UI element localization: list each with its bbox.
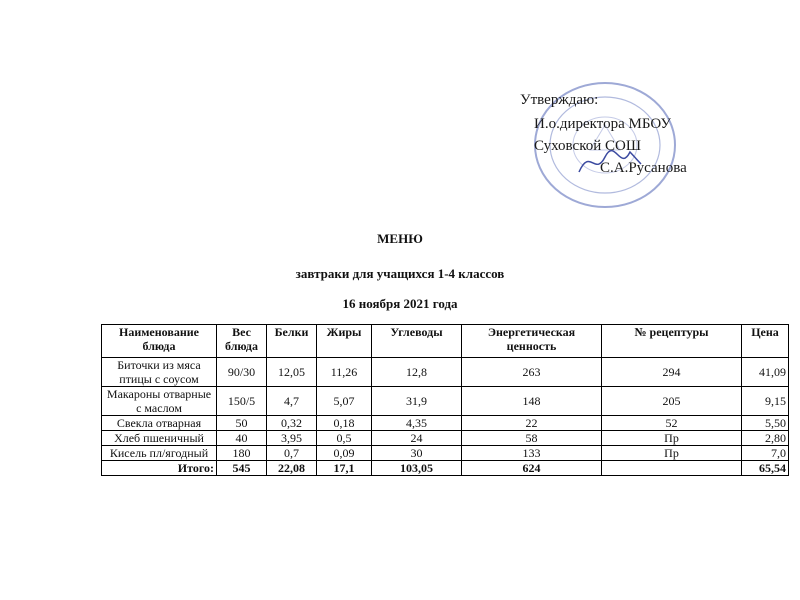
cell-recipe-number: Пр xyxy=(602,446,742,461)
cell-proteins: 4,7 xyxy=(267,387,317,416)
cell-dish-name: Свекла отварная xyxy=(102,416,217,431)
approval-line-1: Утверждаю: xyxy=(520,92,599,108)
cell-carbs: 12,8 xyxy=(372,358,462,387)
header-fats: Жиры xyxy=(317,325,372,358)
cell-proteins: 0,7 xyxy=(267,446,317,461)
total-proteins: 22,08 xyxy=(267,461,317,476)
cell-carbs: 31,9 xyxy=(372,387,462,416)
page-subtitle: завтраки для учащихся 1-4 классов xyxy=(295,266,505,281)
cell-energy: 133 xyxy=(462,446,602,461)
table-row xyxy=(102,446,789,461)
cell-dish-name: Хлеб пшеничный xyxy=(102,431,217,446)
total-row xyxy=(102,461,789,476)
total-fats: 17,1 xyxy=(317,461,372,476)
total-label: Итого: xyxy=(102,461,217,476)
total-carbs: 103,05 xyxy=(372,461,462,476)
cell-price: 9,15 xyxy=(742,387,789,416)
cell-proteins: 3,95 xyxy=(267,431,317,446)
cell-fats: 0,18 xyxy=(317,416,372,431)
menu-date: 16 ноября 2021 года xyxy=(342,296,458,311)
header-energy: Энергетическая ценность xyxy=(462,325,602,358)
cell-weight: 90/30 xyxy=(217,358,267,387)
approval-line-2: И.о.директора МБОУ xyxy=(534,116,671,132)
cell-dish-name: Макароны отварные с маслом xyxy=(102,387,217,416)
cell-recipe-number: 294 xyxy=(602,358,742,387)
cell-weight: 180 xyxy=(217,446,267,461)
cell-fats: 5,07 xyxy=(317,387,372,416)
approval-line-3: Суховской СОШ xyxy=(534,138,641,154)
cell-recipe-number: 205 xyxy=(602,387,742,416)
cell-price: 2,80 xyxy=(742,431,789,446)
cell-carbs: 30 xyxy=(372,446,462,461)
table-row xyxy=(102,416,789,431)
cell-proteins: 12,05 xyxy=(267,358,317,387)
table-row xyxy=(102,431,789,446)
page-title: МЕНЮ xyxy=(377,231,423,246)
cell-weight: 150/5 xyxy=(217,387,267,416)
cell-weight: 50 xyxy=(217,416,267,431)
cell-fats: 0,09 xyxy=(317,446,372,461)
cell-carbs: 4,35 xyxy=(372,416,462,431)
header-recipe-number: № рецептуры xyxy=(602,325,742,358)
cell-dish-name: Кисель пл/ягодный xyxy=(102,446,217,461)
cell-fats: 0,5 xyxy=(317,431,372,446)
cell-energy: 148 xyxy=(462,387,602,416)
total-recipe-number xyxy=(602,461,742,476)
cell-energy: 58 xyxy=(462,431,602,446)
total-weight: 545 xyxy=(217,461,267,476)
total-energy: 624 xyxy=(462,461,602,476)
header-carbs: Углеводы xyxy=(372,325,462,358)
menu-table xyxy=(101,324,789,476)
header-dish-name: Наименование блюда xyxy=(102,325,217,358)
cell-proteins: 0,32 xyxy=(267,416,317,431)
cell-fats: 11,26 xyxy=(317,358,372,387)
cell-price: 5,50 xyxy=(742,416,789,431)
cell-carbs: 24 xyxy=(372,431,462,446)
total-price: 65,54 xyxy=(742,461,789,476)
cell-energy: 22 xyxy=(462,416,602,431)
cell-energy: 263 xyxy=(462,358,602,387)
table-row xyxy=(102,387,789,416)
table-row xyxy=(102,358,789,387)
approval-line-4: С.А.Русанова xyxy=(600,160,687,176)
cell-price: 41,09 xyxy=(742,358,789,387)
cell-price: 7,0 xyxy=(742,446,789,461)
approval-block xyxy=(520,80,740,210)
cell-dish-name: Биточки из мяса птицы с соусом xyxy=(102,358,217,387)
cell-recipe-number: Пр xyxy=(602,431,742,446)
header-proteins: Белки xyxy=(267,325,317,358)
header-price: Цена xyxy=(742,325,789,358)
header-weight: Вес блюда xyxy=(217,325,267,358)
cell-weight: 40 xyxy=(217,431,267,446)
cell-recipe-number: 52 xyxy=(602,416,742,431)
table-header-row xyxy=(102,325,789,358)
